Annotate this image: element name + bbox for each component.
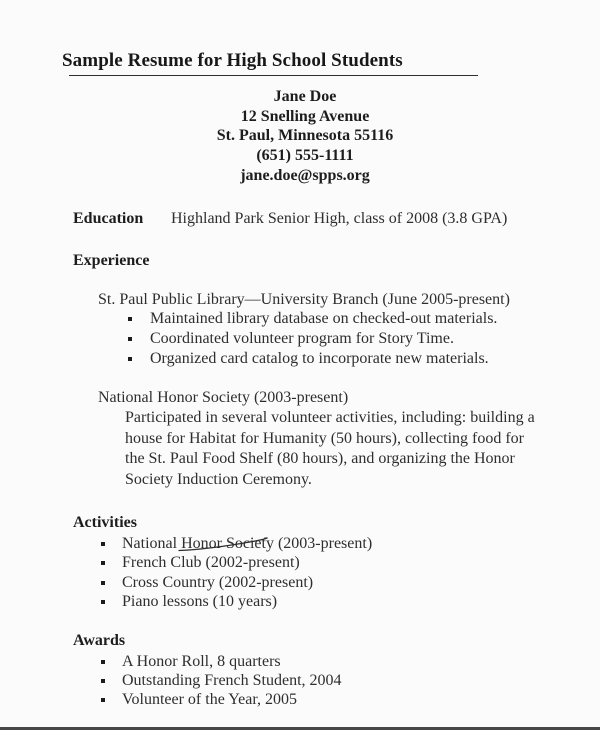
job-title-honor-society: National Honor Society (2003-present) (98, 389, 349, 407)
activity-text (122, 535, 372, 552)
activities-heading: Activities (73, 514, 137, 532)
job-entry-honor-society (98, 388, 562, 490)
job-description: Participated in several volunteer activities, including: building a house for Habitat for Humanity (50 hours), collecting food for the St. Paul Food Shelf (80 hours), and organizing the Honor Society Induction Ceremony. (125, 409, 535, 488)
page-title: Sample Resume for High School Students (62, 50, 403, 71)
bullet-icon (101, 679, 105, 683)
award-text: A Honor Roll, 8 quarters (122, 652, 281, 670)
list-item (100, 553, 562, 572)
list-item (100, 690, 562, 709)
activity-text: Cross Country (2002-present) (122, 573, 314, 591)
contact-address-line1: 12 Snelling Avenue (240, 107, 370, 125)
award-text: Volunteer of the Year, 2005 (122, 691, 298, 709)
activity-text: French Club (2002-present) (122, 554, 300, 572)
bullet-icon (101, 561, 105, 565)
struck-text-label: Honor Society (181, 534, 274, 552)
education-detail: Highland Park Senior High, class of 2008 (3.8 GPA) (171, 209, 508, 227)
bullet-text: Maintained library database on checked-out materials. (150, 310, 498, 328)
job-title-library: St. Paul Public Library—University Branch (June 2005-present) (98, 290, 510, 308)
list-item (100, 652, 562, 671)
contact-address-line2: St. Paul, Minnesota 55116 (216, 127, 394, 145)
activity-text-prefix: National (122, 534, 182, 552)
contact-email: jane.doe@spps.org (240, 166, 370, 184)
awards-heading: Awards (73, 632, 126, 650)
bullet-icon (101, 660, 105, 664)
bullet-icon (128, 337, 132, 341)
list-item (127, 309, 562, 329)
experience-section (62, 251, 562, 490)
award-text: Outstanding French Student, 2004 (122, 671, 342, 689)
contact-name: Jane Doe (273, 88, 337, 105)
list-item (100, 592, 562, 611)
activity-text: Piano lessons (10 years) (122, 592, 278, 610)
bullet-icon (101, 542, 105, 546)
title-underline (69, 75, 478, 76)
struck-text (181, 534, 274, 553)
activity-text-suffix: (2003-present) (273, 534, 373, 552)
list-item (100, 534, 562, 553)
bullet-icon (128, 317, 132, 321)
activities-list (100, 534, 562, 611)
list-item (100, 573, 562, 592)
bullet-icon (101, 698, 105, 702)
list-item (100, 671, 562, 690)
education-section (73, 209, 562, 229)
contact-block (62, 87, 548, 186)
experience-heading: Experience (73, 252, 150, 270)
bullet-text: Coordinated volunteer program for Story Time. (150, 330, 454, 348)
education-heading: Education (73, 209, 144, 227)
contact-phone: (651) 555-1111 (256, 147, 354, 165)
bullet-text: Organized card catalog to incorporate new materials. (150, 350, 489, 368)
job-entry-library (98, 290, 562, 370)
list-item (127, 349, 562, 369)
awards-section (62, 631, 562, 709)
bullet-icon (128, 357, 132, 361)
activities-section (62, 513, 562, 611)
bullet-icon (101, 581, 105, 585)
bullet-icon (101, 600, 105, 604)
job-bullet-list (127, 309, 562, 369)
awards-list (100, 652, 562, 710)
list-item (127, 329, 562, 349)
